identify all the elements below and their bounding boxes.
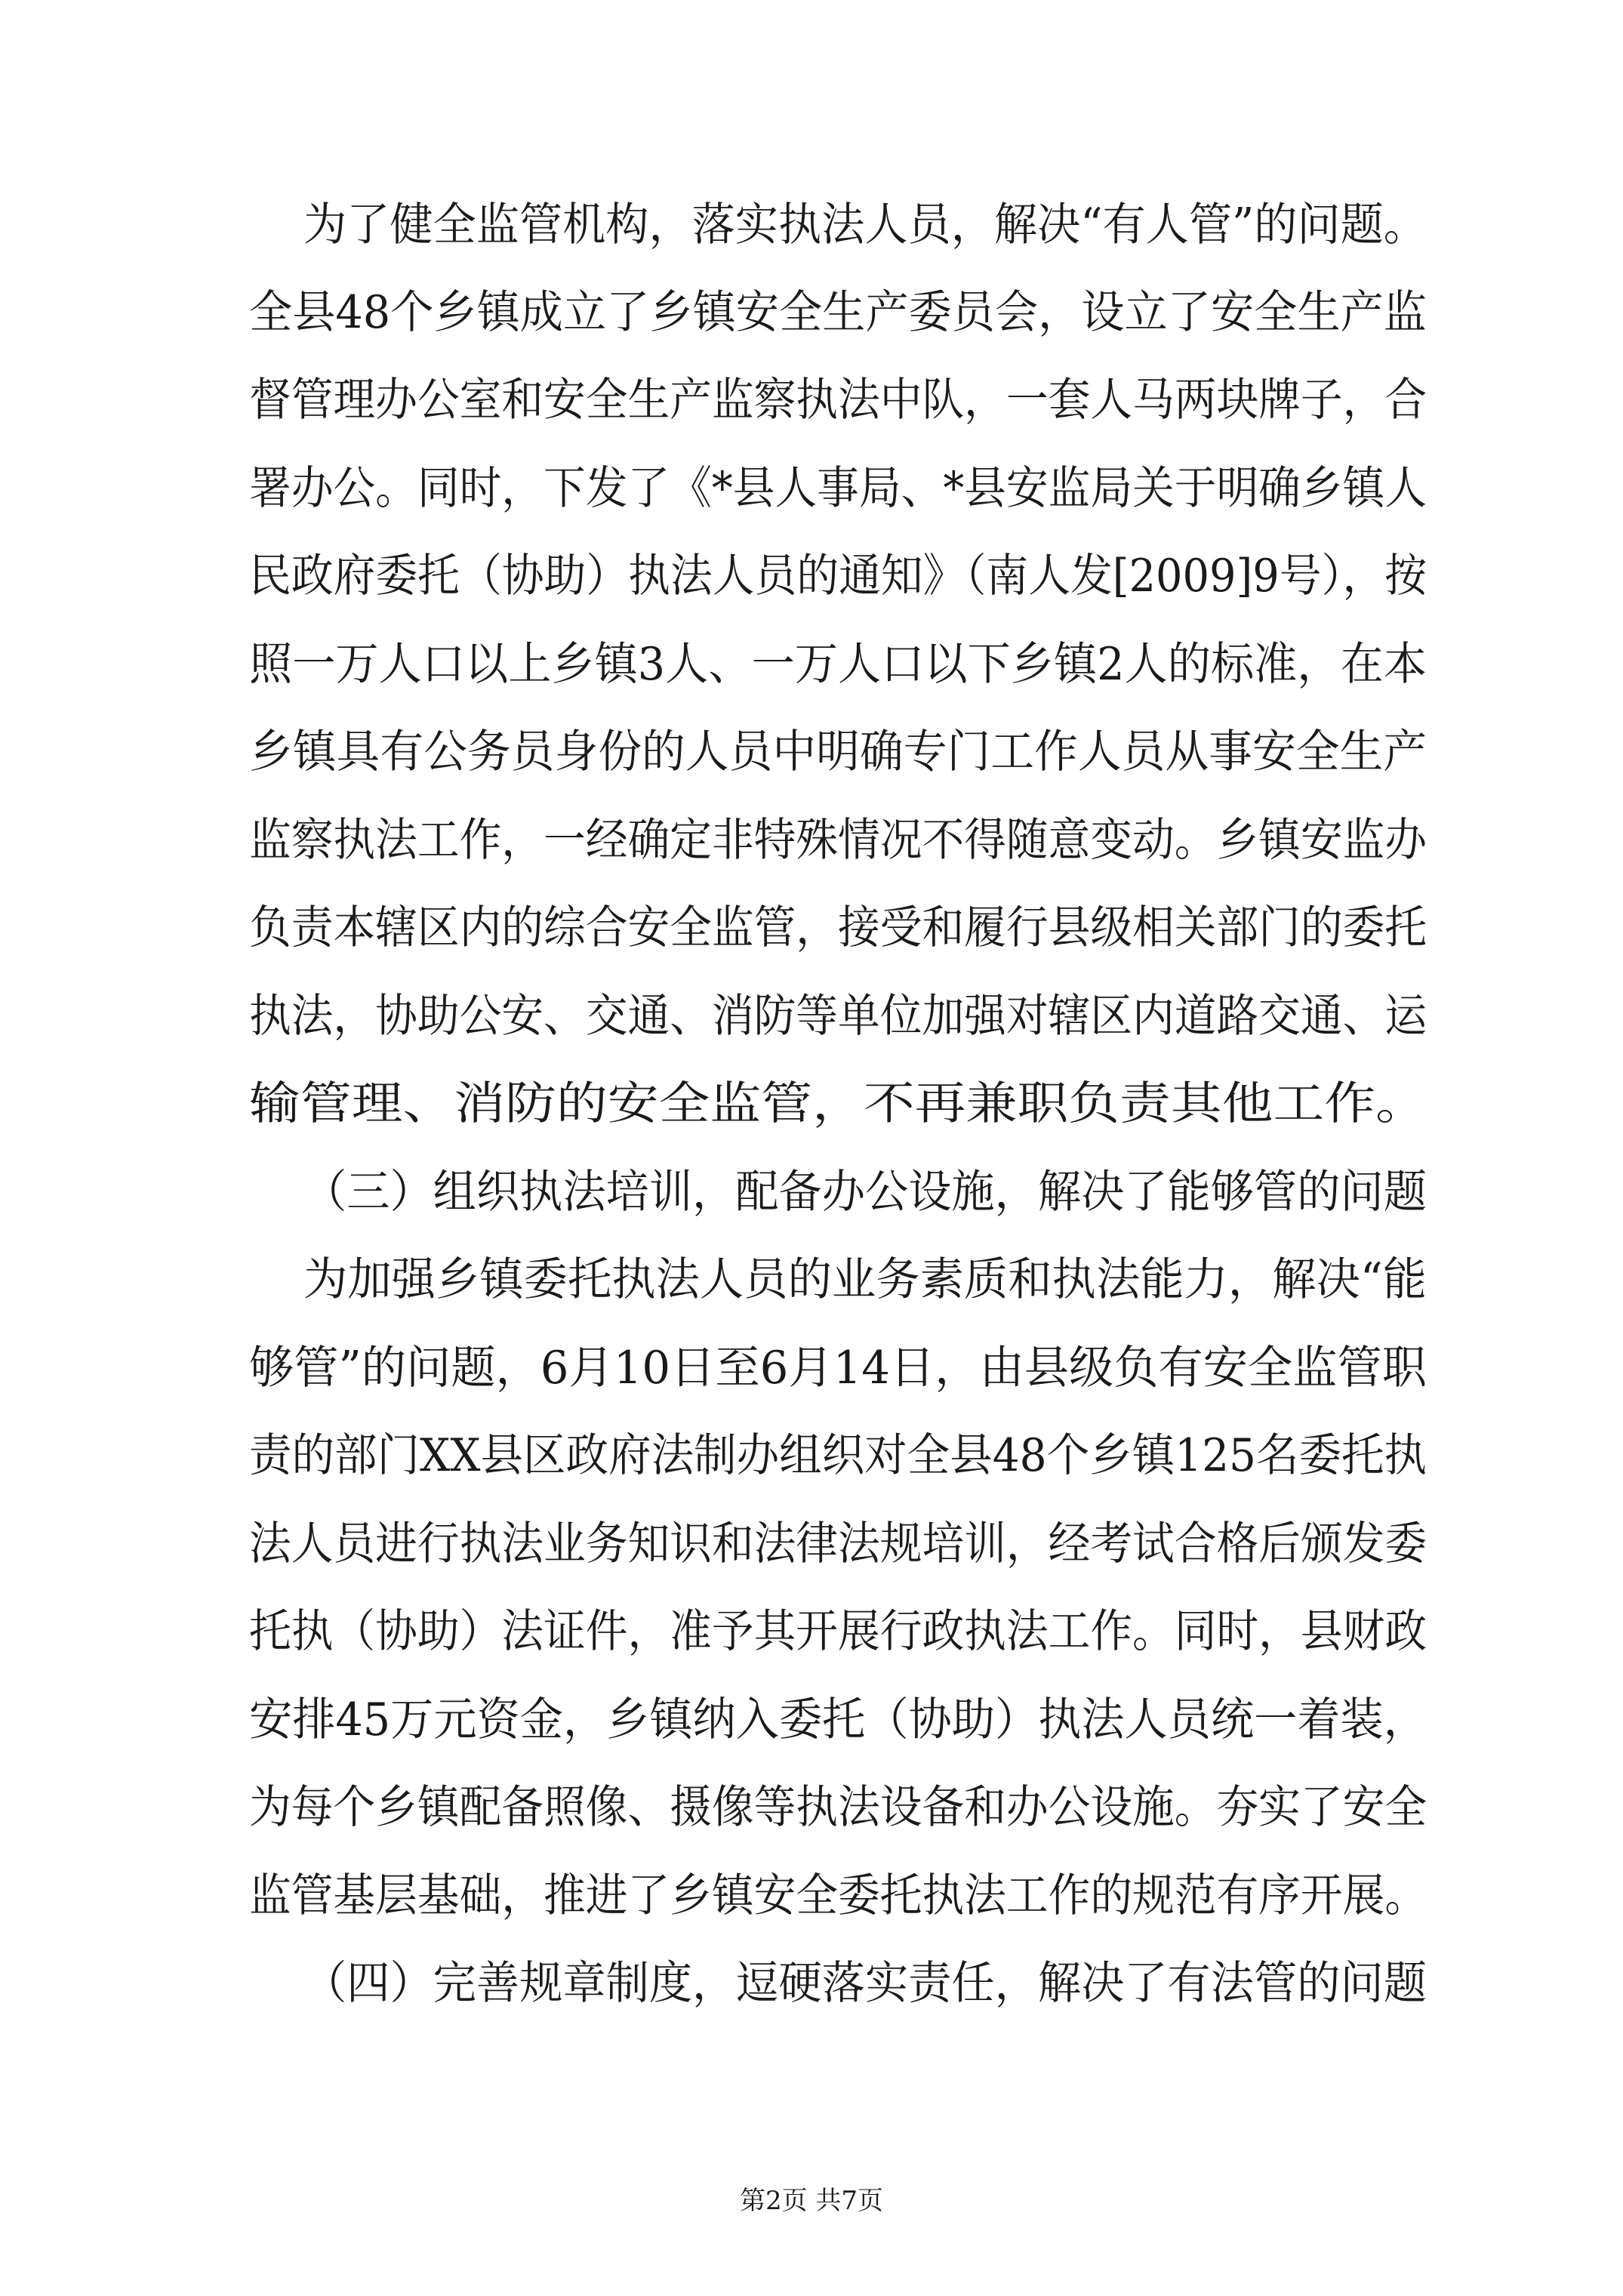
paragraph-line: 督管理办公室和安全生产监察执法中队，一套人马两块牌子，合 — [249, 374, 1427, 427]
paragraph-line: 法人员进行执法业务知识和法律法规培训，经考试合格后颁发委 — [249, 1518, 1427, 1570]
paragraph-line: 够管”的问题，6月10日至6月14日，由县级负有安全监管职 — [249, 1342, 1427, 1395]
paragraph-line: 监管基层基础，推进了乡镇安全委托执法工作的规范有序开展。 — [249, 1869, 1427, 1922]
paragraph-line: 责的部门XX县区政府法制办组织对全县48个乡镇125名委托执 — [249, 1429, 1427, 1482]
section-heading: （四）完善规章制度，逗硬落实责任，解决了有法管的问题 — [303, 1957, 1427, 2010]
paragraph-line: 执法，协助公安、交通、消防等单位加强对辖区内道路交通、运 — [249, 990, 1427, 1043]
page-number-footer: 第2页 共7页 — [739, 2186, 884, 2216]
paragraph-line: 负责本辖区内的综合安全监管，接受和履行县级相关部门的委托 — [249, 901, 1427, 954]
paragraph-line: 乡镇具有公务员身份的人员中明确专门工作人员从事安全生产 — [249, 726, 1427, 778]
section-heading: （三）组织执法培训，配备办公设施，解决了能够管的问题 — [303, 1166, 1427, 1219]
paragraph-line: 托执（协助）法证件，准予其开展行政执法工作。同时，县财政 — [249, 1605, 1427, 1658]
paragraph-line: 为加强乡镇委托执法人员的业务素质和执法能力，解决“能 — [303, 1253, 1427, 1306]
paragraph-line: 安排45万元资金，乡镇纳入委托（协助）执法人员统一着装， — [249, 1693, 1427, 1746]
paragraph-line: 为了健全监管机构，落实执法人员，解决“有人管”的问题。 — [303, 199, 1427, 251]
paragraph-line: 为每个乡镇配备照像、摄像等执法设备和办公设施。夯实了安全 — [249, 1781, 1427, 1834]
paragraph-line: 民政府委托（协助）执法人员的通知》（南人发[2009]9号），按 — [249, 550, 1427, 603]
paragraph-line: 监察执法工作，一经确定非特殊情况不得随意变动。乡镇安监办 — [249, 814, 1427, 867]
paragraph-line: 照一万人口以上乡镇3人、一万人口以下乡镇2人的标准，在本 — [249, 638, 1427, 691]
paragraph-line: 输管理、消防的安全监管，不再兼职负责其他工作。 — [249, 1077, 1427, 1130]
paragraph-line: 署办公。同时，下发了《*县人事局、*县安监局关于明确乡镇人 — [249, 462, 1427, 515]
paragraph-line: 全县48个乡镇成立了乡镇安全生产委员会，设立了安全生产监 — [249, 286, 1427, 339]
